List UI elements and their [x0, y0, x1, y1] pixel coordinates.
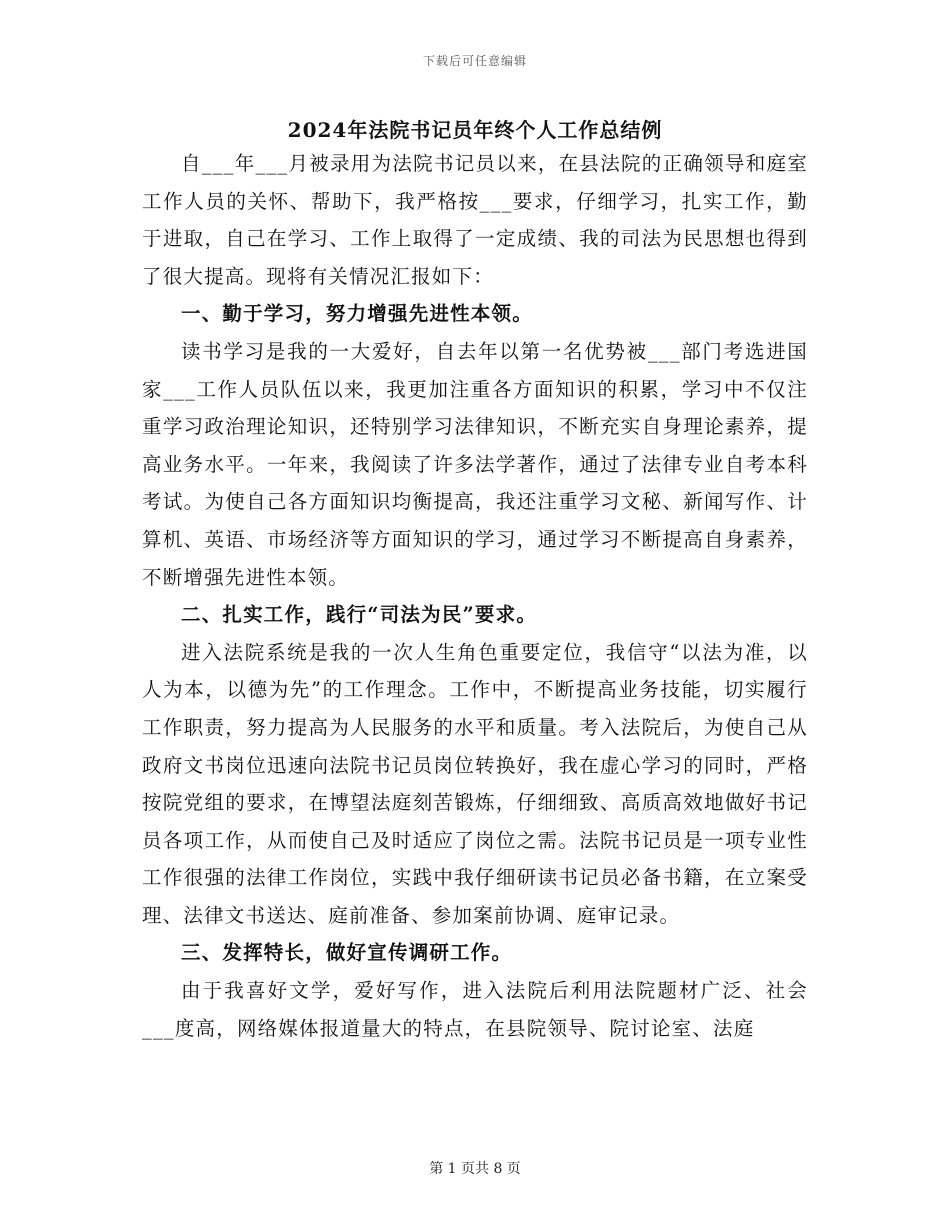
- section-heading-2: 二、扎实工作，践行“司法为民”要求。: [181, 603, 538, 627]
- page-number-footer: 第 1 页共 8 页: [429, 1161, 521, 1177]
- header-note: 下载后可任意编辑: [422, 54, 527, 68]
- document-title: 2024年法院书记员年终个人工作总结例: [287, 118, 663, 142]
- section-heading-3: 三、发挥特长，做好宣传调研工作。: [181, 941, 513, 965]
- intro-paragraph: 自___年___月被录用为法院书记员以来，在县法院的正确领导和庭室工作人员的关怀、帮助下，我严格按___要求，仔细学习，扎实工作，勤于进取，自己在学习、工作上取得了一定成绩、我的司法为民思想也得到了很大提高。现将有关情况汇报如下：: [142, 152, 808, 288]
- section-heading-1: 一、勤于学习，努力增强先进性本领。: [181, 302, 533, 326]
- document-body: [142, 145, 808, 1047]
- section-1-paragraph: 读书学习是我的一大爱好，自去年以第一名优势被___部门考选进国家___工作人员队伍以来，我更加注重各方面知识的积累，学习中不仅注重学习政治理论知识，还特别学习法律知识，不断充实自身理论素养，提高业务水平。一年来，我阅读了许多法学著作，通过了法律专业自考本科考试。为使自己各方面知识均衡提高，我还注重学习文秘、新闻写作、计算机、英语、市场经济等方面知识的学习，通过学习不断提高自身素养，不断增强先进性本领。: [142, 339, 808, 589]
- section-3-paragraph: 由于我喜好文学，爱好写作，进入法院后利用法院题材广泛、社会___度高，网络媒体报道量大的特点，在县院领导、院讨论室、法庭: [142, 979, 808, 1040]
- section-2-paragraph: 进入法院系统是我的一次人生角色重要定位，我信守“以法为准，以人为本，以德为先”的工作理念。工作中，不断提高业务技能，切实履行工作职责，努力提高为人民服务的水平和质量。考入法院后，为使自己从政府文书岗位迅速向法院书记员岗位转换好，我在虚心学习的同时，严格按院党组的要求，在博望法庭刻苦锻炼，仔细细致、高质高效地做好书记员各项工作，从而使自己及时适应了岗位之需。法院书记员是一项专业性工作很强的法律工作岗位，实践中我仔细研读书记员必备书籍，在立案受理、法律文书送达、庭前准备、参加案前协调、庭审记录。: [142, 640, 808, 927]
